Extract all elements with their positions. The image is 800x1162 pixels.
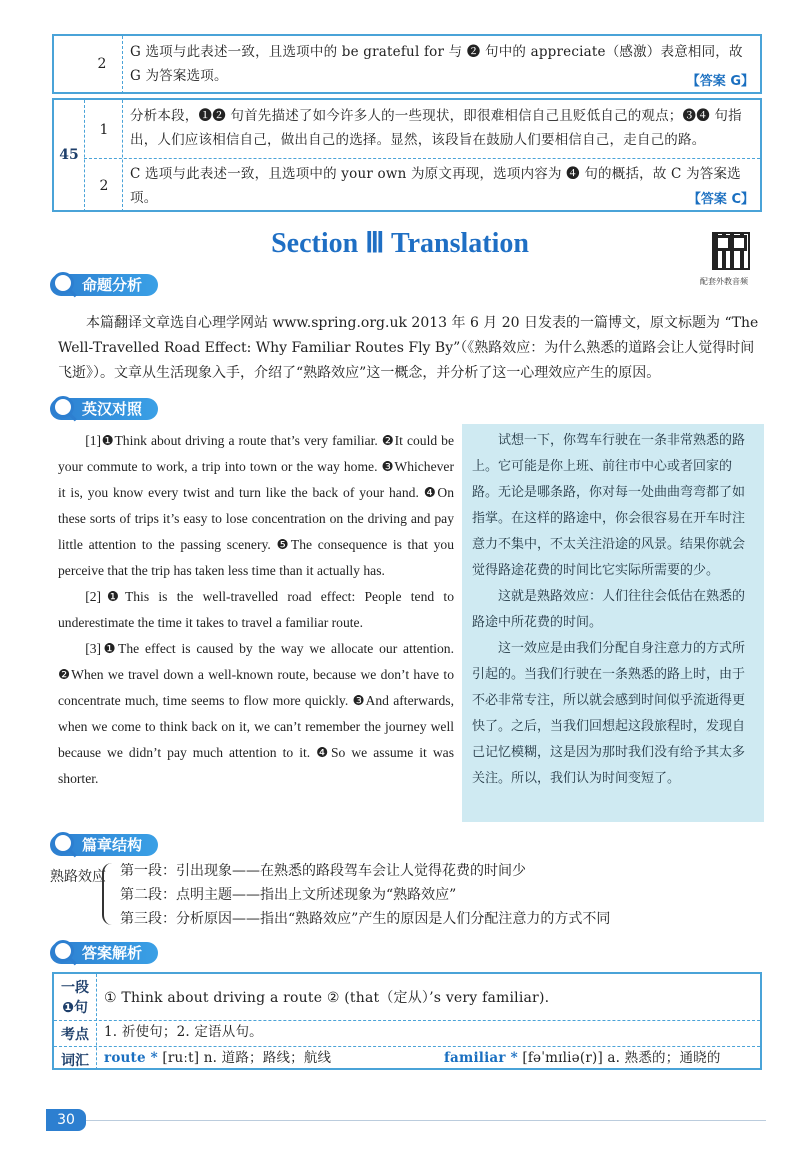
analysis-text: C 选项与此表述一致，且选项中的 your own 为原文再现，选项内容为 ❹ 句的概括，故 C 为答案选项。 — [130, 166, 741, 206]
brace — [102, 863, 114, 925]
english-paragraph-1: [1]❶Think about driving a route that’s very familiar. ❷It could be your commute to work, a trip into town or the way home. ❸Whichever it is, you know every twist and turn like the back of your hand. ❹On these sorts of trips it’s easy to lose concentration on the driving and pay little attention to the passing scenery. ❺The consequence is that you perceive that the trip has taken less time than it actually has. — [58, 433, 454, 578]
footer-rule — [86, 1120, 766, 1121]
chinese-paragraph-1: 试想一下，你驾车行驶在一条非常熟悉的路上。它可能是你上班、前往市中心或者回家的路。无论是哪条路，你对每一处曲曲弯弯都了如指掌。在这样的路途中，你会很容易在开车时注意力不集中，不太关注沿途的风景。结果你就会觉得路途花费的时间比它实际所需要的少。 — [472, 433, 746, 578]
section-title: Section Ⅲ Translation — [271, 228, 529, 259]
analysis-text: G 选项与此表述一致，且选项中的 be grateful for 与 ❷ 句中的 appreciate（感激）表意相同，故 G 为答案选项。 — [130, 44, 743, 84]
structure-line-3: 第三段：分析原因——指出“熟路效应”产生的原因是人们分配注意力的方式不同 — [120, 911, 611, 927]
chinese-paragraph-2: 这就是熟路效应：人们往往会低估在熟悉的路途中所花费的时间。 — [472, 589, 746, 630]
badge-analysis: 命题分析 — [50, 274, 158, 296]
english-paragraph-2: [2]❶This is the well-travelled road effect: People tend to underestimate the time it takes to travel a familiar route. — [58, 589, 454, 630]
vocab-1 — [104, 1046, 434, 1070]
badge-structure: 篇章结构 — [50, 834, 158, 856]
sentence-analysis: ① Think about driving a route ② (that（定从）’s very familiar). — [104, 990, 550, 1006]
vocab-definition: [fəˈmɪliə(r)] a. 熟悉的；通晓的 — [522, 1050, 721, 1066]
magnifier-icon — [52, 832, 74, 854]
row-label: 一段 ❶句 — [61, 980, 89, 1016]
english-paragraph-3: [3]❶The effect is caused by the way we allocate our attention. ❷When we travel down a well-known route, because we don’t have to concentrate much, time seems to flow more quickly. ❸And afterwards, when we come to think back on it, we can’t remember the journey well because we didn’t pay much attention to it. ❹So we assume it was shorter. — [58, 641, 454, 786]
badge-answers: 答案解析 — [50, 942, 158, 964]
chinese-translation-box — [462, 424, 764, 822]
vocab-word: route * — [104, 1050, 158, 1066]
magnifier-icon — [52, 396, 74, 418]
structure-line-1: 第一段：引出现象——在熟悉的路段驾车会让人觉得花费的时间少 — [120, 863, 526, 879]
row-number: 1 — [99, 122, 109, 138]
intro-paragraph: 本篇翻译文章选自心理学网站 www.spring.org.uk 2013 年 6 月 20 日发表的一篇博文，原文标题为 “The Well-Travelled Road Effect: Why Familiar Routes Fly By”（《熟路效应：为什么熟悉的道路会让人觉得时间飞逝》）。文章从生活现象入手，介绍了“熟路效应”这一概念，并分析了这一心理效应产生的原因。 — [58, 315, 759, 381]
chinese-paragraph-3: 这一效应是由我们分配自身注意力的方式所引起的。当我们行驶在一条熟悉的路上时，由于不必非常专注，所以就会感到时间似乎流逝得更快了。之后，当我们回想起这段旅程时，发现自己记忆模糊，这是因为那时我们没有给予其太多关注。所以，我们认为时间变短了。 — [472, 641, 746, 786]
row-number: 2 — [99, 178, 109, 194]
grammar-points: 1. 祈使句；2. 定语从句。 — [104, 1024, 263, 1040]
magnifier-icon — [52, 940, 74, 962]
question-number: 45 — [59, 147, 79, 163]
qr-code-icon[interactable] — [712, 232, 750, 270]
magnifier-icon — [52, 272, 74, 294]
row-label: 考点 — [61, 1027, 89, 1043]
structure-line-2: 第二段：点明主题——指出上文所述现象为“熟路效应” — [120, 887, 457, 903]
row-number: 2 — [97, 56, 107, 72]
answer-c: 【答案 C】 — [687, 192, 754, 207]
prev-question-table — [52, 34, 762, 94]
badge-bilingual: 英汉对照 — [50, 398, 158, 420]
analysis-text: 分析本段，❶❷ 句首先描述了如今许多人的一些现状，即很难相信自己且贬低自己的观点；❸❹ 句指出，人们应该相信自己，做出自己的选择。显然，该段旨在鼓励人们要相信自己，走自己的路。 — [130, 108, 742, 148]
vocab-definition: [ruːt] n. 道路；路线；航线 — [162, 1050, 332, 1066]
vocab-word: familiar * — [444, 1050, 518, 1066]
structure-topic: 熟路效应 — [50, 869, 106, 885]
page-number: 30 — [46, 1109, 86, 1131]
question-45-table — [52, 98, 762, 212]
english-text — [58, 428, 454, 792]
row-label: 词汇 — [61, 1053, 89, 1069]
qr-caption: 配套外教音频 — [700, 277, 748, 286]
answer-table — [52, 972, 762, 1070]
vocab-2 — [444, 1046, 754, 1070]
answer-g: 【答案 G】 — [686, 74, 754, 89]
